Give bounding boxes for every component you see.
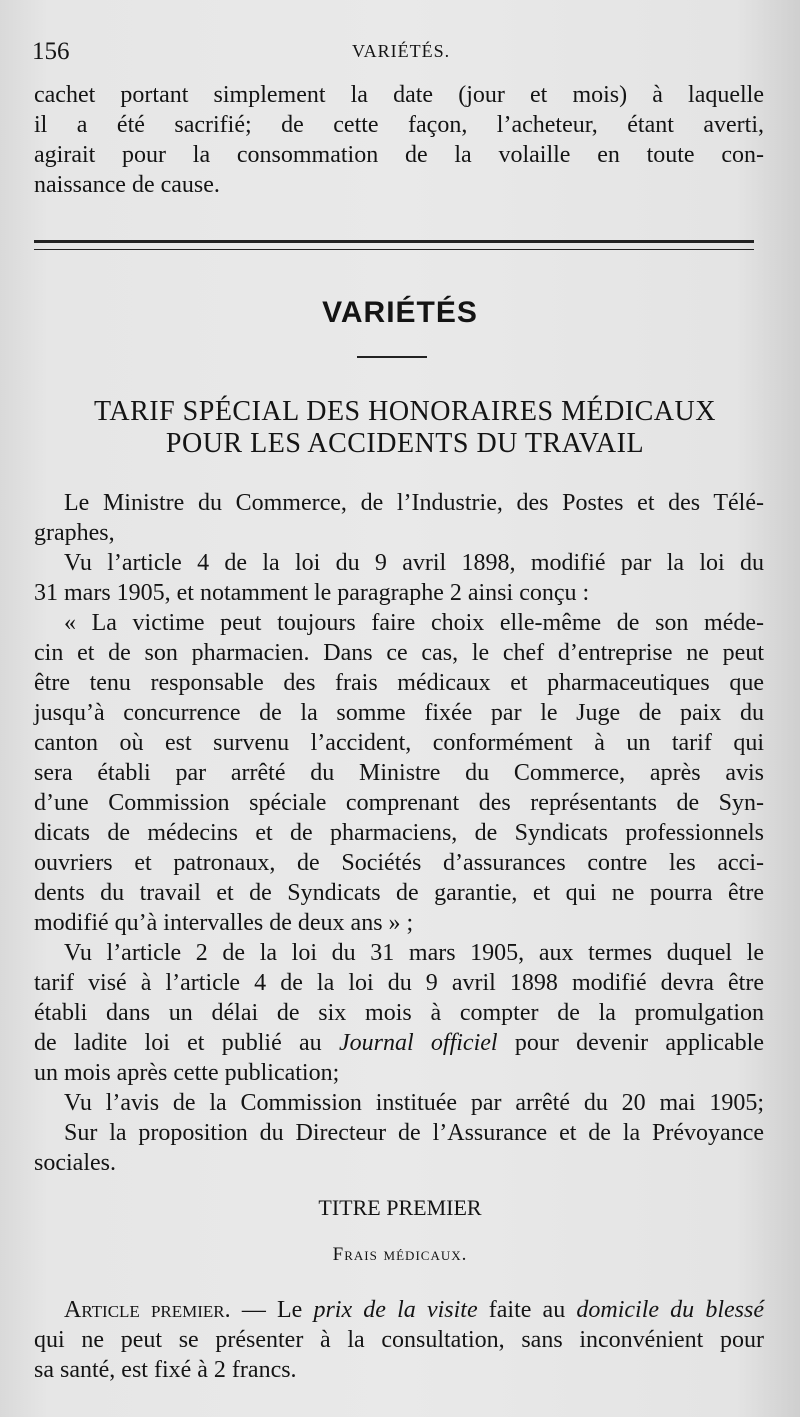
text-line: il a été sacrifié; de cette façon, l’acheteur, étant averti,: [34, 112, 764, 138]
text-line: Vu l’article 2 de la loi du 31 mars 1905, aux termes duquel le: [64, 940, 764, 966]
text-line-journal: [34, 1028, 764, 1058]
section-title: VARIÉTÉS: [322, 296, 478, 329]
text-line: Sur la proposition du Directeur de l’Assurance et de la Prévoyance: [64, 1120, 764, 1146]
article-label: Article premier.: [64, 1297, 231, 1323]
article-title: [40, 396, 770, 460]
italic-prix: prix de la visite: [313, 1297, 478, 1323]
text-line: dicats de médecins et de pharmaciens, de Syndicats professionnels: [34, 820, 764, 846]
text-line: cachet portant simplement la date (jour et mois) à laquelle: [34, 82, 764, 108]
article-title-line-2: POUR LES ACCIDENTS DU TRAVAIL: [165, 428, 645, 459]
text-line: être tenu responsable des frais médicaux et pharmaceutiques que: [34, 670, 764, 696]
text-segment: de ladite loi et publié au: [34, 1030, 322, 1056]
text-line: établi dans un délai de six mois à compter de la promulgation: [34, 1000, 764, 1026]
text-line: dents du travail et de Syndicats de garantie, et qui ne pourra être: [34, 880, 764, 906]
text-line: cin et de son pharmacien. Dans ce cas, le chef d’entreprise ne peut: [34, 640, 764, 666]
text-line: canton où est survenu l’accident, conformément à un tarif qui: [34, 730, 764, 756]
text-line: agirait pour la consommation de la volaille en toute con-: [34, 142, 764, 168]
italic-domicile: domicile du blessé: [576, 1297, 764, 1323]
text-line: sociales.: [34, 1150, 116, 1176]
text-line: sera établi par arrêté du Ministre du Commerce, après avis: [34, 760, 764, 786]
intro-paragraph: [34, 80, 764, 200]
text-line: un mois après cette publication;: [34, 1060, 340, 1086]
titre-premier-heading: TITRE PREMIER: [318, 1195, 482, 1220]
text-line: 31 mars 1905, et notamment le paragraphe 2 ainsi conçu :: [34, 580, 590, 606]
text-line: « La victime peut toujours faire choix elle-même de son méde-: [64, 610, 764, 636]
text-line: Vu l’avis de la Commission instituée par arrêté du 20 mai 1905;: [64, 1090, 764, 1116]
text-line: jusqu’à concurrence de la somme fixée par le Juge de paix du: [34, 700, 764, 726]
article-title-line-1: TARIF SPÉCIAL DES HONORAIRES MÉDICAUX: [94, 396, 716, 427]
text-line: d’une Commission spéciale comprenant des représentants de Syn-: [34, 790, 764, 816]
text-line: sa santé, est fixé à 2 francs.: [34, 1357, 297, 1383]
running-head: VARIÉTÉS.: [352, 41, 451, 61]
text-segment: pour devenir applicable: [497, 1030, 765, 1056]
journal-officiel-italic: Journal officiel: [338, 1030, 498, 1056]
text-line: graphes,: [34, 520, 115, 546]
article-premier: [34, 1295, 764, 1385]
text-line: tarif visé à l’article 4 de la loi du 9 avril 1898 modifié devra être: [34, 970, 764, 996]
text-line: modifié qu’à intervalles de deux ans » ;: [34, 910, 414, 936]
text-line: qui ne peut se présenter à la consultation, sans inconvénient pour: [34, 1327, 764, 1353]
page-number: 156: [32, 38, 70, 65]
text-segment: faite au: [477, 1297, 577, 1323]
text-line: Vu l’article 4 de la loi du 9 avril 1898, modifié par la loi du: [64, 550, 764, 576]
frais-medicaux-heading: Frais médicaux.: [332, 1244, 468, 1265]
text-line: ouvriers et patronaux, de Sociétés d’assurances contre les acci-: [34, 850, 764, 876]
section-divider: [34, 240, 754, 250]
text-segment: — Le: [230, 1297, 314, 1323]
text-line: naissance de cause.: [34, 172, 220, 198]
text-line: Le Ministre du Commerce, de l’Industrie, des Postes et des Télé-: [64, 490, 764, 516]
page-header: [32, 38, 760, 70]
decree-body: [34, 488, 764, 1178]
text-line: [34, 1295, 764, 1325]
title-rule: [357, 356, 427, 358]
